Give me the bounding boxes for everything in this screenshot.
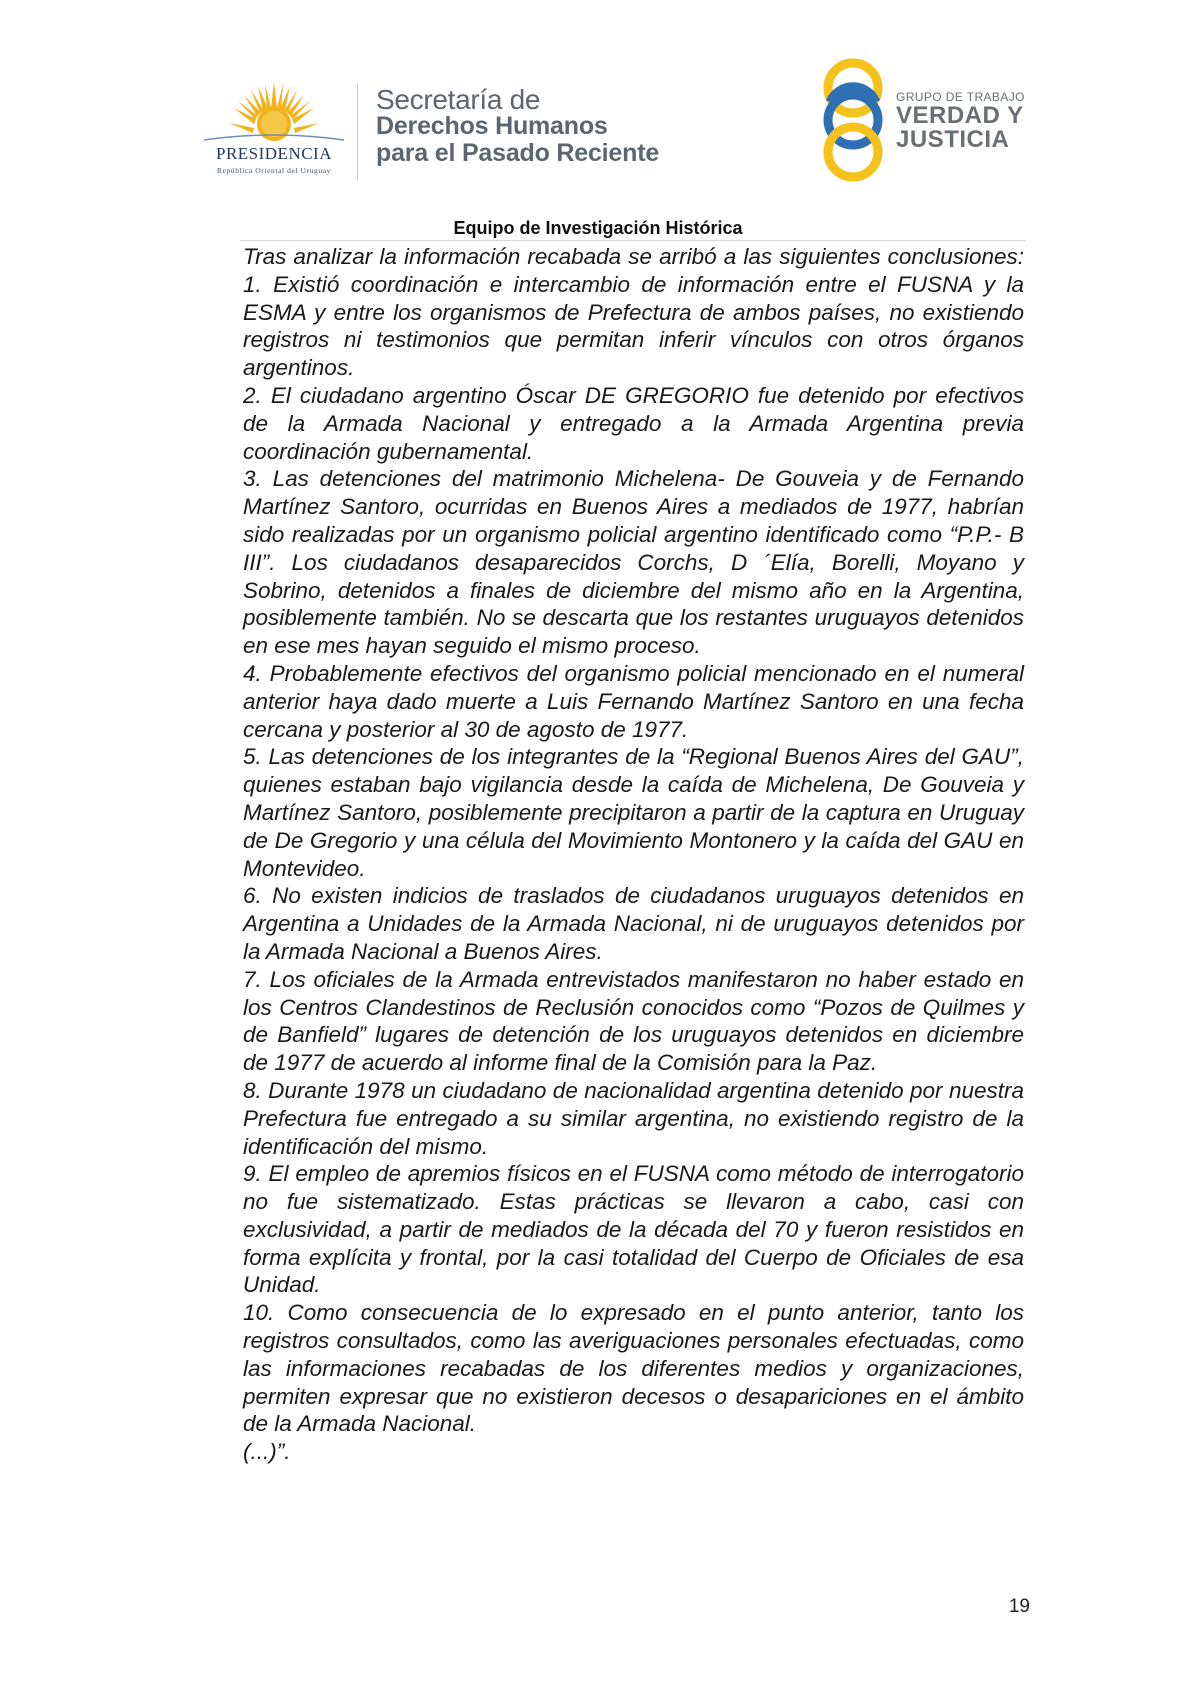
verdad-justicia-logo [818, 58, 888, 182]
paragraph-intro: Tras analizar la información recabada se arribó a las siguientes conclusiones: 1. Existió coordinación e intercambio de información entre el FUSNA y la ESMA y entre los organismos de Prefectura de ambos países, no existiendo registros ni testimonios que permitan inferir vínculos con otros órganos argentinos. [243, 244, 1024, 381]
paragraph-5: 5. Las detenciones de los integrantes de la “Regional Buenos Aires del GAU”, quienes estaban bajo vigilancia desde la caída de Michelena, De Gouveia y Martínez Santoro, posiblemente precipitaron a partir de la captura en Uruguay de De Gregorio y una célula del Movimiento Montonero y la caída del GAU en Montevideo. [243, 744, 1024, 881]
secretaria-line-2: Derechos Humanos [376, 112, 608, 140]
paragraph-6: 6. No existen indicios de traslados de ciudadanos uruguayos detenidos en Argentina a Unidades de la Armada Nacional, ni de uruguayos detenidos por la Armada Nacional a Buenos Aires. [243, 883, 1024, 964]
document-body [243, 243, 1024, 1466]
interlocked-rings-icon [818, 58, 888, 182]
presidencia-name: PRESIDENCIA [215, 144, 332, 163]
secretaria-line-3: para el Pasado Reciente [376, 139, 660, 167]
gvj-small-label: GRUPO DE TRABAJO [896, 90, 1025, 104]
page-header [0, 0, 1191, 240]
paragraph-closing: (...)”. [243, 1439, 291, 1465]
paragraph-4: 4. Probablemente efectivos del organismo policial mencionado en el numeral anterior haya dado muerte a Luis Fernando Martínez Santoro en una fecha cercana y posterior al 30 de agosto de 1977. [243, 660, 1024, 742]
paragraph-3: 3. Las detenciones del matrimonio Michelena- De Gouveia y de Fernando Martínez Santoro, ocurridas en Buenos Aires a mediados de 1977, habrían sido realizadas por un organismo policial argentino identificado como “P.P.- B III”. Los ciudadanos desaparecidos Corchs, D ´Elía, Borelli, Moyano y Sobrino, detenidos a finales de diciembre del mismo año en la Argentina, posiblemente también. No se descarta que los restantes uruguayos detenidos en ese mes hayan seguido el mismo proceso. [243, 466, 1024, 659]
presidencia-logo [196, 78, 352, 178]
paragraph-8: 8. Durante 1978 un ciudadano de nacionalidad argentina detenido por nuestra Prefectura fue entregado a su similar argentina, no existiendo registro de la identificación del mismo. [243, 1077, 1024, 1159]
page-number: 19 [1008, 1596, 1030, 1617]
header-divider [357, 84, 358, 180]
secretaria-logo-text [376, 86, 716, 167]
team-title: Equipo de Investigación Histórica [453, 218, 743, 238]
gvj-line-1: VERDAD Y [896, 102, 1024, 129]
presidencia-subtitle: República Oriental del Uruguay [216, 166, 331, 175]
header-rule [240, 240, 1026, 241]
paragraph-2: 2. El ciudadano argentino Óscar DE GREGORIO fue detenido por efectivos de la Armada Nacional y entregado a la Armada Argentina previa coordinación gubernamental. [243, 382, 1024, 464]
secretaria-line-1: Secretaría de [376, 84, 541, 115]
gvj-line-2: JUSTICIA [896, 126, 1010, 153]
sun-emblem-icon [196, 78, 352, 148]
paragraph-10: 10. Como consecuencia de lo expresado en el punto anterior, tanto los registros consultados, como las averiguaciones personales efectuadas, como las informaciones recabadas de los diferentes medios y organizaciones, permiten expresar que no existieron decesos o desapariciones en el ámbito de la Armada Nacional. [243, 1300, 1024, 1437]
verdad-justicia-text [896, 90, 1056, 152]
paragraph-9: 9. El empleo de apremios físicos en el FUSNA como método de interrogatorio no fue sistematizado. Estas prácticas se llevaron a cabo, casi con exclusividad, a partir de mediados de la década del 70 y fueron resistidos en forma explícita y frontal, por la casi totalidad del Cuerpo de Oficiales de esa Unidad. [243, 1161, 1024, 1298]
paragraph-7: 7. Los oficiales de la Armada entrevistados manifestaron no haber estado en los Centros Clandestinos de Reclusión conocidos como “Pozos de Quilmes y de Banfield” lugares de detención de los uruguayos detenidos en diciembre de 1977 de acuerdo al informe final de la Comisión para la Paz. [243, 966, 1024, 1076]
